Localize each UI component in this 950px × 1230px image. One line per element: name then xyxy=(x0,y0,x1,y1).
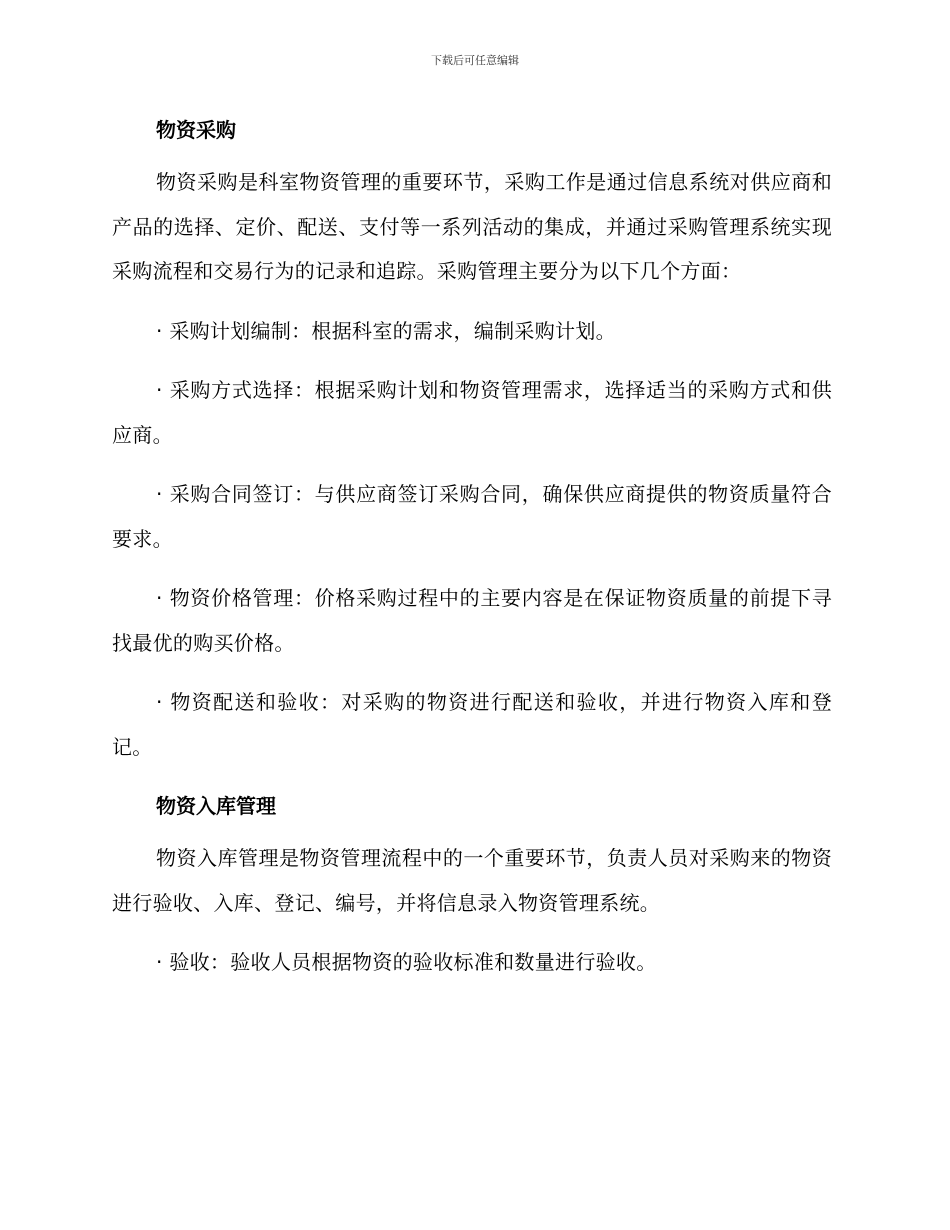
section-heading-procurement: 物资采购 xyxy=(156,118,236,142)
document-body xyxy=(112,108,832,985)
list-item-procurement-method: · 采购方式选择：根据采购计划和物资管理需求，选择适当的采购方式和供应商。 xyxy=(112,378,832,447)
paragraph-procurement-intro: 物资采购是科室物资管理的重要环节，采购工作是通过信息系统对供应商和产品的选择、定价、配送、支付等一系列活动的集成，并通过采购管理系统实现采购流程和交易行为的记录和追踪。采购管理主要分为以下几个方面： xyxy=(112,170,832,283)
list-item-acceptance: · 验收：验收人员根据物资的验收标准和数量进行验收。 xyxy=(156,950,657,974)
section-heading-warehousing: 物资入库管理 xyxy=(156,794,276,818)
list-item-procurement-contract: · 采购合同签订：与供应商签订采购合同，确保供应商提供的物资质量符合要求。 xyxy=(112,482,832,551)
page-header: 下载后可任意编辑 xyxy=(431,54,519,67)
list-item-price-management: · 物资价格管理：价格采购过程中的主要内容是在保证物资质量的前提下寻找最优的购买价格。 xyxy=(112,586,832,655)
paragraph-warehousing-intro: 物资入库管理是物资管理流程中的一个重要环节，负责人员对采购来的物资进行验收、入库、登记、编号，并将信息录入物资管理系统。 xyxy=(112,846,832,915)
list-item-delivery-acceptance: · 物资配送和验收：对采购的物资进行配送和验收，并进行物资入库和登记。 xyxy=(112,690,832,759)
list-item-procurement-plan: · 采购计划编制：根据科室的需求，编制采购计划。 xyxy=(156,318,616,343)
